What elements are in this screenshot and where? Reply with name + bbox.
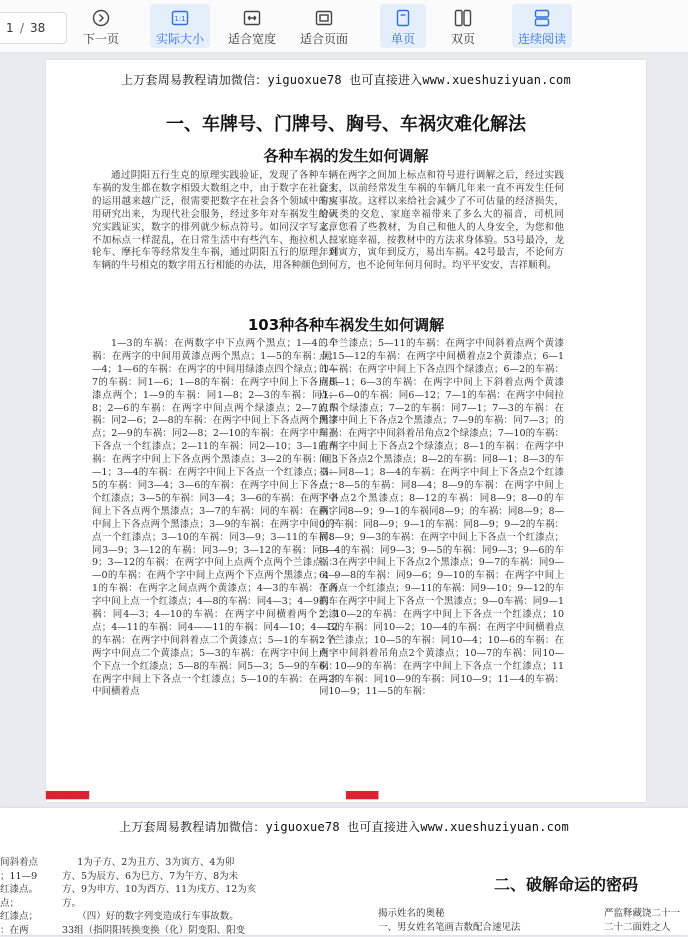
left-edge-column (0, 856, 38, 937)
page-separator: / (20, 13, 24, 43)
body-left-column: 1—3的车祸：在两数字中下点两个黑点；1—4的车祸：在两字的中间用黄漆点两个黑点；1—5的车祸：同1—4；1—6的车祸：在两字的中间用绿漆点四个绿点；1—7的车祸：同1—6；1—8的车祸：在两字中间上下各点黑漆点两个；1—9的车祸：同1—8；2—3的车祸：同1—8；2—6的车祸：在两字中间点两个绿漆点；2—7的车祸：同2—6；2—8的车祸：在两字中间上下各点两个黑漆点；2—9的车祸：同2—8；2—10的车祸：在两字中间上下各点一个红漆点；2—11的车祸：同2—10；3—1的车祸：在两字中间上下各点两个黑漆点；3—2的车祸：同3—1；3—4的车祸：在两字中间上下各点一个红漆点；3—5的车祸：同3—4；3—6的车祸：在两字中间上下各点一个红漆点；3—5的车祸：同3—4；3—6的车祸：在两字中间上下各点两个黑漆点；3—7的车祸：同的车祸：在两字中间上下各点两个黑漆点；3—9的车祸：在两字中间上下点一个红漆点；3—10的车祸：同3—9；3—11的车祸：同3—9；3—12的车祸：同3—9；3—12的车祸：同3—9；3—12的车祸：在两字中间上点两个点两个兰漆点；3—0的车祸：在两个字中间上点两个下点两个黑漆点；4—1的车祸：在两字之间点两个黄漆点；4—3的车祸：在两字中间上点一个红漆点；4—8的车祸：同4—3；4—9的车祸：同4—3；4—10的车祸：在两字中间横着两个兰漆点；4—11的车祸：同4——11的车祸：同4—10；4—12的车祸：在两字中间斜着点二个黄漆点；5—1的车祸：在两字中间点二个黄漆点；5—3的车祸：在两字中间上点一个下点一个红漆点；5—8的车祸：同5—3；5—9的车祸：在两字中间上下各点一个红漆点；5—10的车祸：在两字中间横着点 (92, 338, 338, 796)
left-edge-line: 红漆点。 (0, 883, 38, 897)
continuous-reading-icon (512, 7, 572, 29)
cutoff-text-fragment: ▀▀▀ (346, 792, 378, 808)
section-heading-fate-code: 二、破解命运的密码 (494, 872, 638, 895)
page2-column-1 (62, 856, 256, 937)
continuous-reading-button[interactable] (512, 4, 572, 48)
column-line: 方。 (62, 897, 256, 911)
intro-right-column: 在两字之间加上标点和符号进行调解之后，经过实践证实，以前经常发生车祸的车辆几年来一直不再发生任何车实事故。这样以来给社会减少了不可估量的经济损失，给人类的交危、家庭幸福带来了多么大的福音，司机同志，您看了些教材，为自己和他人的人身安全，为您和他人拉家庭幸福，按教材中的方法求身体验。53号最冷，龙年到寅方，寅年到反方，易出车祸。42号最吉，不论何方到何方，也不论何年何月何时。均平平安安、吉祥顺利。 (319, 170, 564, 273)
page-bottom-cutoff (46, 795, 646, 805)
double-page-icon (440, 7, 486, 29)
current-page-number[interactable]: 1 (6, 13, 14, 43)
fit-width-label: 适合宽度 (224, 30, 280, 47)
double-page-label: 双页 (440, 30, 486, 47)
actual-size-label: 实际大小 (150, 30, 210, 47)
subtitle-103-types: 103种各种车祸发生如何调解 (46, 314, 646, 335)
column-line: 方、9为申方、10为酉方、11为戌方、12为亥 (62, 883, 256, 897)
column-line: 严监释藏饶二十一 (604, 907, 680, 921)
total-pages: 38 (30, 13, 45, 43)
column-line: （四）好的数字列变造成行车事故数。 (62, 910, 256, 924)
page-watermark: 上万套周易教程请加微信：yiguoxue78 也可直接进入www.xueshuziyuan.com (46, 71, 646, 88)
left-edge-line: ；11—9 (0, 870, 38, 884)
fit-width-button[interactable] (224, 4, 280, 48)
column-line: 一、男女姓名笔画吉数配合速见法 (378, 921, 521, 935)
double-page-button[interactable] (440, 4, 486, 48)
viewer-toolbar (0, 0, 688, 53)
document-page-2 (0, 808, 688, 935)
document-page-1 (46, 60, 646, 802)
left-edge-line: 红漆点； (0, 910, 38, 924)
column-line: 二十二面姓之人 (604, 921, 680, 935)
section-title: 一、车牌号、门牌号、胸号、车祸灾难化解法 (46, 110, 646, 136)
single-page-icon (380, 7, 426, 29)
actual-size-icon (150, 7, 210, 29)
continuous-reading-label: 连续阅读 (512, 30, 572, 47)
column-line: 揭示姓名的奥秘 (378, 907, 521, 921)
page2-column-3 (604, 907, 680, 934)
fit-page-label: 适合页面 (296, 30, 352, 47)
page-indicator[interactable] (0, 12, 67, 44)
column-line: 1为子方、2为丑方、3为寅方、4为卯 (62, 856, 256, 870)
chevron-right-circle-icon (78, 7, 124, 29)
cutoff-text-fragment: ▀▀▀▀ (46, 792, 89, 808)
column-line: 33组（指阴阳转换变换（化）阴变阳、阳变 (62, 924, 256, 937)
column-line: 方、5为辰方、6为巳方、7为午方、8为未 (62, 870, 256, 884)
page-watermark: 上万套周易教程请加微信：yiguoxue78 也可直接进入www.xueshuziyuan.com (0, 818, 688, 835)
single-page-label: 单页 (380, 30, 426, 47)
page2-column-2 (378, 907, 521, 934)
actual-size-glyph: 1:1 (174, 15, 185, 23)
single-page-button[interactable] (380, 4, 426, 48)
next-page-label: 下一页 (78, 30, 124, 47)
subtitle-car-accidents: 各种车祸的发生如何调解 (46, 145, 646, 166)
fit-page-button[interactable] (296, 4, 352, 48)
intro-left-column: 通过阴阳五行生克的原理实践验证，发现了各种车辆车祸的发生都在数字相毁大数组之中，由于数字在社会上的运用越来越广泛，很需要把数字在社会各个领域中的应用研究出来，为现代社会服务，经过多年对车祸发生的研究实践证实，数字的排列就少标点符号。如同汉字写文章不加标点一样混乱，在日常生活中有些汽车、拖拉机、三轮车、摩托车等经常发生车祸，通过阴阳五行的原理，对车辆的牛号相克的数字用五行相能的办法，用各种颜色 (92, 170, 338, 273)
fit-width-icon (224, 7, 280, 29)
body-right-column: 二个兰漆点；5—11的车祸：在两字中间斜着点两个黄漆点；5—12的车祸：在两字中间横着点2个黄漆点；6—1的车祸：在两字中间上下各点四个绿漆点；6—2的车祸：同6—1；6—3的车祸：在两字中间上下斜着点两个黄漆点；6—0的车祸：同6—12；7—1的车祸：在两字中间拉点四个绿漆点；7—2的车祸：同7—1；7—3的车祸：在两字中间上下各点2个黑漆点；7—9的车祸：同7—3；的车祸：在两字中间斜着吊角点2个绿漆点；7—10的车祸：在两字中间上下各点2个绿漆点；8—1的车祸：在两字中间上下各点2个黑漆点；8—2的车祸：同8—1；8—3的车祸：同8—1；8—4的车祸：在两字中间上下各点2个红漆点；8—5的车祸：同8—4；8—9的车祸：在两字中间上下各点2个黑漆点；8—12的车祸：同8—9；8—0的车祸：同8—9；9—1的车祸同8—9；的车祸：同8—9；8—0的车祸：同8—9；9—1的车祸：同8—9；9—2的车祸：同8—9；9—3的车祸：在两字中间上下各点一个红漆点；9—4的车祸：同9—3；9—5的车祸：同9—3；9—6的车祸：在两字中间上下各点2个黑漆点；9—7的车祸：同9—6；9—8的车祸：同9—6；9—10的车祸：在两字中间上下各点一个红漆点；9—11的车祸：同9—10；9—12的车祸：在两字中间上下各点一个黑漆点；9—0车祸：同9—12；10—2的车祸：在两字中间上下各点一个红漆点；10—3的车祸：同10—2；10—4的车祸：在两字中间横着点2个兰漆点；10—5的车祸：同10—4；10—6的车祸：在两字中间斜着吊角点2个黄漆点；10—7的车祸：同10—6；10—9的车祸：在两字中间上下各点一个红漆点；11—2的车祸：同10—9的车祸：同10—9；11—4的车祸：同10—9；11—5的车祸： (319, 338, 564, 796)
fit-page-icon (296, 7, 352, 29)
actual-size-button[interactable] (150, 4, 210, 48)
next-page-button[interactable] (78, 4, 124, 48)
left-edge-line: 间斜着点 (0, 856, 38, 870)
left-edge-line: 点； (0, 897, 38, 911)
left-edge-line: ：在两 (0, 924, 38, 937)
